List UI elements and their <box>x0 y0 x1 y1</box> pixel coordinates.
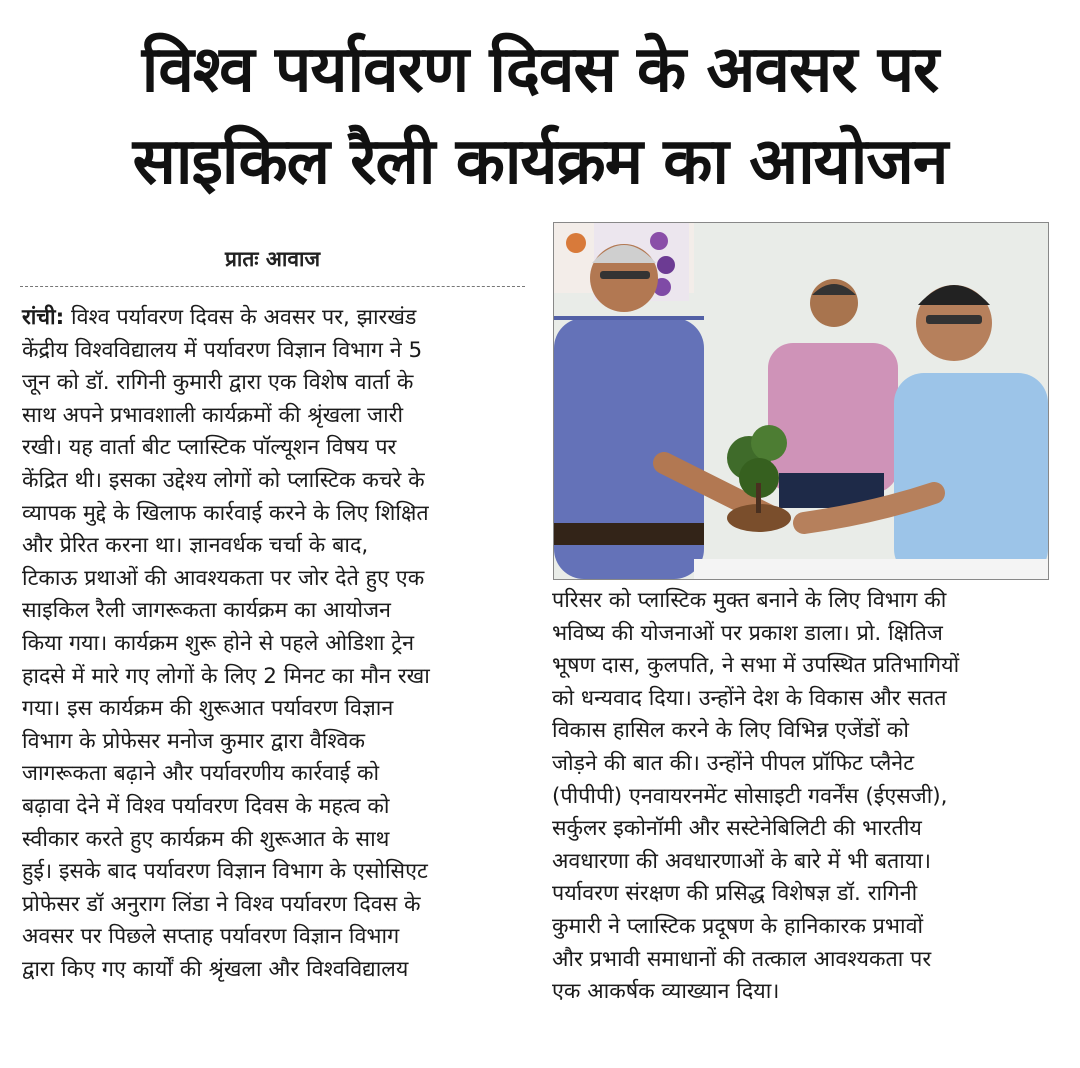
article-line: गया। इस कार्यक्रम की शुरूआत पर्यावरण विज्ञान <box>22 696 394 722</box>
article-line: एक आकर्षक व्याख्यान दिया। <box>552 979 780 1005</box>
article-line: हादसे में मारे गए लोगों के लिए 2 मिनट का मौन रखा <box>22 663 430 689</box>
article-line: रखी। यह वार्ता बीट प्लास्टिक पॉल्यूशन विषय पर <box>22 435 397 461</box>
article-line: और प्रभावी समाधानों की तत्काल आवश्यकता पर <box>552 946 932 972</box>
article-line-text: विश्व पर्यावरण दिवस के अवसर पर, झारखंड <box>64 305 417 330</box>
article-line: बढ़ावा देने में विश्व पर्यावरण दिवस के महत्व को <box>22 793 390 819</box>
article-line: द्वारा किए गए कार्यों की श्रृंखला और विश्वविद्यालय <box>22 956 409 982</box>
article-line: सर्कुलर इकोनॉमी और सस्टेनेबिलिटी की भारतीय <box>552 816 922 842</box>
headline-line-1: विश्व पर्यावरण दिवस के अवसर पर <box>141 33 939 107</box>
article-line: प्रोफेसर डॉ अनुराग लिंडा ने विश्व पर्यावरण दिवस के <box>22 891 421 917</box>
article-line: पर्यावरण संरक्षण की प्रसिद्ध विशेषज्ञ डॉ. रागिनी <box>552 881 918 907</box>
article-line: भूषण दास, कुलपति, ने सभा में उपस्थित प्रतिभागियों <box>552 653 960 679</box>
photo-illustration <box>554 223 1048 579</box>
article-line: अवसर पर पिछले सप्ताह पर्यावरण विज्ञान विभाग <box>22 924 400 950</box>
article-left-column <box>22 302 520 986</box>
article-line: किया गया। कार्यक्रम शुरू होने से पहले ओडिशा ट्रेन <box>22 630 415 656</box>
article-line <box>22 302 520 335</box>
article-line: टिकाऊ प्रथाओं की आवश्यकता पर जोर देते हुए एक <box>22 565 425 591</box>
article-line: केंद्रीय विश्वविद्यालय में पर्यावरण विज्ञान विभाग ने 5 <box>22 337 423 363</box>
article-line: साथ अपने प्रभावशाली कार्यक्रमों की श्रृंखला जारी <box>22 402 404 428</box>
article-line: (पीपीपी) एनवायरनमेंट सोसाइटी गवर्नेंस (ईएसजी), <box>552 783 948 809</box>
article-line: स्वीकार करते हुए कार्यक्रम की शुरूआत के साथ <box>22 826 390 852</box>
article-line: केंद्रित थी। इसका उद्देश्य लोगों को प्लास्टिक कचरे के <box>22 467 425 493</box>
article-line: अवधारणा की अवधारणाओं के बारे में भी बताया। <box>552 848 932 874</box>
byline: प्रातः आवाज <box>224 247 321 271</box>
article-line: जोड़ने की बात की। उन्होंने पीपल प्रॉफिट प्लैनेट <box>552 750 915 776</box>
dateline: रांची: <box>22 305 65 330</box>
article-line: विभाग के प्रोफेसर मनोज कुमार द्वारा वैश्विक <box>22 728 365 754</box>
article-line: परिसर को प्लास्टिक मुक्त बनाने के लिए विभाग की <box>552 588 947 613</box>
article-line: व्यापक मुद्दे के खिलाफ कार्रवाई करने के लिए शिक्षित <box>22 500 429 526</box>
news-photo <box>553 222 1049 580</box>
article-right-column <box>552 585 1044 1009</box>
article-line: और प्रेरित करना था। ज्ञानवर्धक चर्चा के बाद, <box>22 533 369 559</box>
article-line: जून को डॉ. रागिनी कुमारी द्वारा एक विशेष वार्ता के <box>22 370 414 396</box>
article-line: विकास हासिल करने के लिए विभिन्न एजेंडों को <box>552 718 909 744</box>
article-line: कुमारी ने प्लास्टिक प्रदूषण के हानिकारक प्रभावों <box>552 913 924 939</box>
article-line: को धन्यवाद दिया। उन्होंने देश के विकास और सतत <box>552 685 947 711</box>
article-line: जागरूकता बढ़ाने और पर्यावरणीय कार्रवाई को <box>22 761 380 787</box>
article-line: भविष्य की योजनाओं पर प्रकाश डाला। प्रो. क्षितिज <box>552 620 943 646</box>
byline-divider <box>20 286 525 287</box>
headline-line-2: साइकिल रैली कार्यक्रम का आयोजन <box>132 125 948 199</box>
article-line: हुई। इसके बाद पर्यावरण विज्ञान विभाग के एसोसिएट <box>22 859 428 885</box>
article-line: साइकिल रैली जागरूकता कार्यक्रम का आयोजन <box>22 598 391 624</box>
